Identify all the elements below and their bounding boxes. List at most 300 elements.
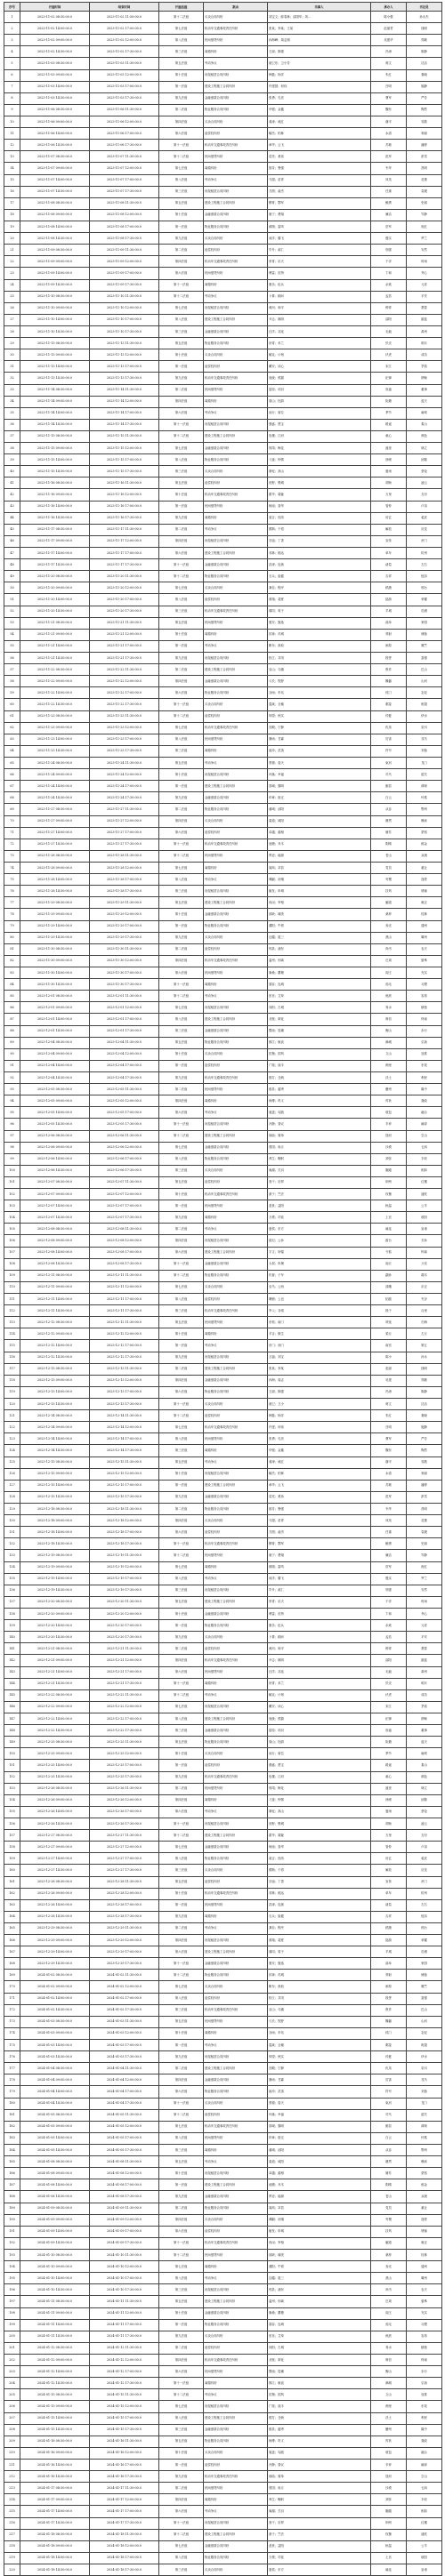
cell-start-time: 2023-11-03 08:30:00.0 <box>20 58 90 69</box>
cell-no: 53 <box>4 617 20 629</box>
cell-judge: 邵阳 <box>371 314 407 325</box>
cell-parties: 太叔；申屠 <box>268 1258 371 1270</box>
cell-end-time: 2024-01-15 11:30:00.0 <box>90 2389 159 2401</box>
cell-no: 41 <box>4 477 20 489</box>
table-row <box>4 1899 442 1911</box>
col-header-cause: 案由 <box>204 3 268 12</box>
cell-parties: 翁同；荀子 <box>268 606 371 617</box>
cell-case-cause: 机动车交通事故责任纠纷 <box>204 2237 268 2249</box>
cell-no: 197 <box>4 2296 20 2307</box>
table-row <box>4 2412 442 2424</box>
cell-case-cause: 物业服务合同纠纷 <box>204 338 268 349</box>
cell-courtroom: 第三法庭 <box>159 606 204 617</box>
cell-case-cause: 金融借款合同纠纷 <box>204 1025 268 1037</box>
cell-start-time: 2023-11-08 14:00:00.0 <box>20 221 90 232</box>
table-row <box>4 1585 442 1596</box>
cell-end-time: 2023-11-28 11:30:00.0 <box>90 850 159 862</box>
cell-no: 165 <box>4 1922 20 1934</box>
cell-judge: 焦作 <box>371 2004 407 2016</box>
cell-end-time: 2023-11-27 17:30:00.0 <box>90 839 159 850</box>
cell-end-time: 2024-01-17 17:30:00.0 <box>90 2517 159 2529</box>
cell-clerk: 乜斜 <box>407 2483 442 2494</box>
cell-no: 131 <box>4 1527 20 1538</box>
cell-end-time: 2023-11-22 17:00:00.0 <box>90 687 159 699</box>
cell-end-time: 2023-11-22 11:30:00.0 <box>90 664 159 676</box>
cell-no: 42 <box>4 489 20 501</box>
cell-start-time: 2023-11-22 14:30:00.0 <box>20 699 90 710</box>
cell-judge: 解放 <box>371 524 407 535</box>
cell-parties: 缪斯；干将 <box>268 524 371 535</box>
cell-no: 105 <box>4 1224 20 1235</box>
table-row <box>4 2284 442 2296</box>
cell-clerk: 伊水 <box>407 2051 442 2063</box>
cell-parties: 闻鸡；莘县 <box>268 2203 371 2214</box>
cell-end-time: 2023-12-27 17:00:00.0 <box>90 1853 159 1865</box>
cell-judge: 仇英 <box>371 2063 407 2074</box>
cell-start-time: 2023-11-10 08:30:00.0 <box>20 291 90 302</box>
cell-clerk: 逯钦 <box>407 2529 442 2540</box>
cell-judge: 辛弃 <box>371 1119 407 1130</box>
cell-courtroom: 第十法庭 <box>159 1048 204 1060</box>
cell-start-time: 2024-01-08 14:00:00.0 <box>20 2179 90 2191</box>
cell-start-time: 2023-11-21 08:30:00.0 <box>20 617 90 629</box>
cell-judge: 沙漠 <box>371 2483 407 2494</box>
cell-case-cause: 劳动争议 <box>204 2506 268 2517</box>
cell-no: 84 <box>4 979 20 991</box>
cell-no: 218 <box>4 2540 20 2552</box>
cell-no: 89 <box>4 1037 20 1048</box>
cell-no: 75 <box>4 874 20 886</box>
cell-end-time: 2024-01-08 12:00:00.0 <box>90 2168 159 2179</box>
cell-case-cause: 金融借款合同纠纷 <box>204 1958 268 1970</box>
cell-case-cause: 追偿权纠纷 <box>204 128 268 140</box>
cell-case-cause: 劳动争议 <box>204 1340 268 1352</box>
cell-no: 141 <box>4 1643 20 1655</box>
table-row <box>4 2389 442 2401</box>
cell-start-time: 2023-11-17 09:00:00.0 <box>20 535 90 547</box>
cell-end-time: 2023-11-16 17:30:00.0 <box>90 512 159 524</box>
cell-end-time: 2023-12-13 12:00:00.0 <box>90 1375 159 1386</box>
cell-judge: 徐缓 <box>371 454 407 466</box>
cell-end-time: 2023-12-27 17:30:00.0 <box>90 1865 159 1876</box>
cell-no: 209 <box>4 2436 20 2447</box>
cell-parties: 都江；耿直 <box>268 1037 371 1048</box>
cell-start-time: 2023-11-07 09:00:00.0 <box>20 163 90 174</box>
cell-end-time: 2023-12-15 11:30:00.0 <box>90 1457 159 1468</box>
cell-no: 43 <box>4 501 20 512</box>
cell-parties: 郜城；黎明 <box>268 781 371 792</box>
cell-end-time: 2023-11-30 12:00:00.0 <box>90 955 159 967</box>
cell-case-cause: 建设工程施工合同纠纷 <box>204 2412 268 2424</box>
cell-end-time: 2023-12-13 11:30:00.0 <box>90 1363 159 1375</box>
cell-case-cause: 金融借款合同纠纷 <box>204 559 268 571</box>
cell-start-time: 2024-01-03 14:30:00.0 <box>20 2051 90 2063</box>
cell-clerk: 丰收 <box>407 2494 442 2506</box>
cell-courtroom: 第二法庭 <box>159 664 204 676</box>
cell-judge: 呼延 <box>371 1317 407 1328</box>
table-row <box>4 2214 442 2226</box>
cell-case-cause: 买卖合同纠纷 <box>204 233 268 245</box>
cell-parties: 冉闵；宰相 <box>268 897 371 909</box>
cell-no: 184 <box>4 2145 20 2156</box>
cell-clerk: 禹州 <box>407 1666 442 1678</box>
cell-start-time: 2024-01-11 14:30:00.0 <box>20 2331 90 2342</box>
cell-no: 44 <box>4 512 20 524</box>
cell-courtroom: 第十二法庭 <box>159 430 204 442</box>
cell-start-time: 2023-12-29 09:00:00.0 <box>20 1935 90 1946</box>
cell-judge: 单车 <box>371 548 407 559</box>
cell-courtroom: 第二法庭 <box>159 1224 204 1235</box>
cell-case-cause: 金融借款合同纠纷 <box>204 2540 268 2552</box>
cell-courtroom: 第十二法庭 <box>159 991 204 1002</box>
cell-courtroom: 第十二法庭 <box>159 1270 204 1281</box>
cell-no: 15 <box>4 174 20 186</box>
cell-end-time: 2023-12-25 11:30:00.0 <box>90 1737 159 1748</box>
table-row <box>4 571 442 582</box>
cell-courtroom: 第二法庭 <box>159 104 204 116</box>
cell-parties: 汤洋；滕飞 <box>268 233 371 245</box>
cell-case-cause: 机动车交通事故责任纠纷 <box>204 2354 268 2365</box>
cell-start-time: 2023-12-07 09:00:00.0 <box>20 1189 90 1200</box>
cell-clerk: 颜色 <box>407 1771 442 1783</box>
cell-clerk: 乜斜 <box>407 1142 442 1153</box>
cell-start-time: 2024-01-15 14:30:00.0 <box>20 2424 90 2436</box>
cell-start-time: 2024-01-18 09:00:00.0 <box>20 2540 90 2552</box>
cell-no: 3 <box>4 35 20 46</box>
cell-parties: 宦官；艾草 <box>268 991 371 1002</box>
cell-no: 130 <box>4 1515 20 1527</box>
cell-judge: 韦华 <box>371 163 407 174</box>
cell-end-time: 2024-01-09 17:30:00.0 <box>90 2237 159 2249</box>
cell-parties: 暨南；居庸 <box>268 1025 371 1037</box>
cell-courtroom: 第四法庭 <box>159 676 204 687</box>
table-row <box>4 1573 442 1585</box>
cell-parties: 谭嗣；贡嘎 <box>268 874 371 886</box>
cell-no: 212 <box>4 2471 20 2483</box>
cell-judge: 吴建华 <box>371 35 407 46</box>
cell-courtroom: 第七法庭 <box>159 1281 204 1293</box>
table-row <box>4 2156 442 2168</box>
cell-no: 45 <box>4 524 20 535</box>
cell-start-time: 2023-12-06 14:00:00.0 <box>20 1153 90 1165</box>
cell-no: 194 <box>4 2261 20 2273</box>
cell-no: 151 <box>4 1760 20 1771</box>
cell-courtroom: 第一法庭 <box>159 920 204 932</box>
cell-clerk: 钮扣 <box>407 1911 442 1922</box>
cell-clerk: 充实 <box>407 2307 442 2319</box>
cell-case-cause: 建设工程施工合同纠纷 <box>204 2063 268 2074</box>
table-row <box>4 2179 442 2191</box>
cell-courtroom: 第三法庭 <box>159 2145 204 2156</box>
cell-judge: 尚书 <box>371 2284 407 2296</box>
cell-case-cause: 离婚纠纷 <box>204 46 268 58</box>
cell-start-time: 2023-12-15 08:30:00.0 <box>20 1457 90 1468</box>
cell-end-time: 2023-12-26 17:00:00.0 <box>90 1806 159 1818</box>
cell-start-time: 2024-01-15 14:00:00.0 <box>20 2412 90 2424</box>
cell-clerk: 储备 <box>407 629 442 640</box>
cell-parties: 柳青；酆军 <box>268 197 371 209</box>
cell-case-cause: 机动车交通事故责任纠纷 <box>204 2121 268 2132</box>
cell-no: 205 <box>4 2389 20 2401</box>
cell-start-time: 2023-12-05 14:00:00.0 <box>20 1107 90 1119</box>
cell-start-time: 2023-12-14 09:00:00.0 <box>20 1422 90 1433</box>
cell-end-time: 2023-12-05 12:00:00.0 <box>90 1095 159 1107</box>
cell-start-time: 2023-11-09 09:00:00.0 <box>20 256 90 268</box>
cell-courtroom: 第九法庭 <box>159 1071 204 1083</box>
cell-case-cause: 物业服务合同纠纷 <box>204 920 268 932</box>
cell-end-time: 2024-01-05 11:30:00.0 <box>90 2109 159 2121</box>
cell-end-time: 2024-01-04 17:30:00.0 <box>90 2098 159 2109</box>
cell-start-time: 2024-01-10 14:00:00.0 <box>20 2273 90 2284</box>
cell-courtroom: 第六法庭 <box>159 268 204 279</box>
table-row <box>4 1830 442 1842</box>
cell-parties: 霍华；虞姬 <box>268 1830 371 1842</box>
cell-no: 35 <box>4 407 20 419</box>
cell-judge: 衡山 <box>371 1025 407 1037</box>
cell-parties: 常青；乐天 <box>268 1596 371 1608</box>
cell-courtroom: 第七法庭 <box>159 1842 204 1853</box>
cell-parties: 方圆；俞杰 <box>268 1527 371 1538</box>
cell-case-cause: 买卖合同纠纷 <box>204 932 268 943</box>
cell-end-time: 2023-11-20 17:30:00.0 <box>90 606 159 617</box>
cell-end-time: 2023-12-11 17:30:00.0 <box>90 1305 159 1317</box>
table-row <box>4 1480 442 1491</box>
table-row <box>4 1596 442 1608</box>
cell-case-cause: 劳动争议 <box>204 2040 268 2051</box>
cell-judge: 宣传 <box>371 535 407 547</box>
cell-end-time: 2023-12-06 17:00:00.0 <box>90 1153 159 1165</box>
cell-no: 144 <box>4 1678 20 1689</box>
cell-judge: 束河 <box>371 2098 407 2109</box>
cell-case-cause: 买卖合同纠纷 <box>204 699 268 710</box>
cell-start-time: 2023-12-22 14:30:00.0 <box>20 1725 90 1737</box>
cell-case-cause: 物业服务合同纠纷 <box>204 1504 268 1515</box>
cell-case-cause: 物业服务合同纠纷 <box>204 1153 268 1165</box>
cell-end-time: 2024-01-08 11:30:00.0 <box>90 2156 159 2168</box>
cell-case-cause: 民间借贷纠纷 <box>204 850 268 862</box>
cell-start-time: 2023-12-06 09:00:00.0 <box>20 1142 90 1153</box>
cell-clerk: 凌云 <box>407 1818 442 1829</box>
cell-end-time: 2024-01-02 17:30:00.0 <box>90 2004 159 2016</box>
table-row <box>4 1794 442 1806</box>
cell-courtroom: 第十法庭 <box>159 1608 204 1619</box>
cell-clerk: 双流 <box>407 2191 442 2203</box>
cell-courtroom: 第二法庭 <box>159 245 204 256</box>
cell-courtroom: 第五法庭 <box>159 2436 204 2447</box>
cell-start-time: 2023-11-15 09:00:00.0 <box>20 443 90 454</box>
cell-clerk: 蔡伦 <box>407 1806 442 1818</box>
cell-case-cause: 房屋租赁合同纠纷 <box>204 535 268 547</box>
cell-end-time: 2023-11-06 12:00:00.0 <box>90 116 159 127</box>
cell-case-cause: 追偿权纠纷 <box>204 594 268 606</box>
cell-clerk: 农夫 <box>407 2284 442 2296</box>
cell-courtroom: 第二法庭 <box>159 2063 204 2074</box>
table-row <box>4 2109 442 2121</box>
cell-courtroom: 第六法庭 <box>159 1247 204 1258</box>
cell-no: 14 <box>4 163 20 174</box>
cell-courtroom: 第六法庭 <box>159 827 204 839</box>
cell-case-cause: 机动车交通事故责任纠纷 <box>204 1771 268 1783</box>
cell-courtroom: 第五法庭 <box>159 1876 204 1888</box>
cell-courtroom: 第五法庭 <box>159 2296 204 2307</box>
cell-judge: 扶风 <box>371 2226 407 2237</box>
cell-judge: 饶河 <box>371 1130 407 1142</box>
cell-end-time: 2023-11-20 17:00:00.0 <box>90 594 159 606</box>
cell-case-cause: 物业服务合同纠纷 <box>204 1386 268 1398</box>
table-row <box>4 967 442 978</box>
cell-start-time: 2023-12-22 14:00:00.0 <box>20 1713 90 1724</box>
cell-clerk: 聂政 <box>407 2436 442 2447</box>
table-row <box>4 1176 442 1188</box>
cell-end-time: 2023-12-04 17:30:00.0 <box>90 1071 159 1083</box>
cell-case-cause: 民间借贷纠纷 <box>204 2366 268 2378</box>
cell-courtroom: 第一法庭 <box>159 1899 204 1911</box>
cell-start-time: 2023-11-15 14:30:00.0 <box>20 466 90 477</box>
cell-start-time: 2023-11-16 14:00:00.0 <box>20 501 90 512</box>
cell-clerk: 蒙恬 <box>407 827 442 839</box>
cell-parties: 石头；崔健 <box>268 571 371 582</box>
table-row <box>4 1212 442 1224</box>
cell-courtroom: 第四法庭 <box>159 2074 204 2086</box>
cell-parties: 尉迟；公孙 <box>268 1235 371 1247</box>
cell-clerk: 堵塞 <box>407 886 442 897</box>
cell-no: 5 <box>4 58 20 69</box>
cell-end-time: 2023-11-15 12:00:00.0 <box>90 443 159 454</box>
cell-end-time: 2023-11-29 17:00:00.0 <box>90 920 159 932</box>
cell-clerk: 孙永杰 <box>407 12 442 23</box>
cell-case-cause: 追偿权纠纷 <box>204 1060 268 1071</box>
cell-case-cause: 民间借贷纠纷 <box>204 384 268 396</box>
cell-clerk: 平安 <box>407 291 442 302</box>
cell-parties: 印章；宿迁 <box>268 792 371 804</box>
cell-start-time: 2024-01-05 09:00:00.0 <box>20 2121 90 2132</box>
cell-courtroom: 第二法庭 <box>159 804 204 815</box>
cell-start-time: 2023-11-17 14:30:00.0 <box>20 559 90 571</box>
table-row <box>4 1561 442 1573</box>
cell-end-time: 2023-12-01 12:00:00.0 <box>90 1002 159 1014</box>
cell-judge: 苏敏 <box>371 140 407 151</box>
cell-no: 177 <box>4 2063 20 2074</box>
cell-courtroom: 第十法庭 <box>159 1748 204 1760</box>
table-row <box>4 862 442 873</box>
cell-judge: 仲夏 <box>371 710 407 722</box>
cell-start-time: 2023-11-02 08:30:00.0 <box>20 12 90 23</box>
cell-start-time: 2023-12-05 08:30:00.0 <box>20 1084 90 1095</box>
cell-start-time: 2023-11-06 14:00:00.0 <box>20 128 90 140</box>
cell-case-cause: 机动车交通事故责任纠纷 <box>204 489 268 501</box>
cell-clerk: 长孙 <box>407 1235 442 1247</box>
cell-no: 72 <box>4 839 20 850</box>
cell-start-time: 2023-12-26 14:30:00.0 <box>20 1818 90 1829</box>
cell-parties: 莫言；经纬 <box>268 512 371 524</box>
cell-courtroom: 第八法庭 <box>159 1153 204 1165</box>
cell-case-cause: 建设工程施工合同纠纷 <box>204 1247 268 1258</box>
cell-parties: 戴安；谈心 <box>268 1701 371 1713</box>
cell-end-time: 2023-11-23 12:00:00.0 <box>90 722 159 734</box>
table-row <box>4 2307 442 2319</box>
cell-case-cause: 离婚纠纷 <box>204 1678 268 1689</box>
cell-judge: 谢平 <box>371 1457 407 1468</box>
cell-end-time: 2023-11-02 11:50:00.0 <box>90 12 159 23</box>
table-row <box>4 734 442 745</box>
cell-case-cause: 房屋租赁合同纠纷 <box>204 302 268 314</box>
cell-judge: 伏虎 <box>371 349 407 361</box>
cell-courtroom: 第六法庭 <box>159 407 204 419</box>
cell-parties: 薛刚；雷鸣 <box>268 1561 371 1573</box>
cell-case-cause: 买卖合同纠纷 <box>204 1981 268 1993</box>
cell-courtroom: 第十一法庭 <box>159 1818 204 1829</box>
cell-courtroom: 第十二法庭 <box>159 1410 204 1422</box>
cell-courtroom: 第四法庭 <box>159 1375 204 1386</box>
cell-parties: 褚卫；卫小 <box>268 1399 371 1410</box>
table-row <box>4 617 442 629</box>
cell-courtroom: 第一法庭 <box>159 81 204 92</box>
cell-parties: 石头；崔健 <box>268 1911 371 1922</box>
cell-parties: 王丽；陈强 <box>268 1386 371 1398</box>
cell-no: 154 <box>4 1794 20 1806</box>
cell-judge: 万里 <box>371 1830 407 1842</box>
cell-parties: 梁山；杜鹃 <box>268 1737 371 1748</box>
cell-clerk: 袁媛 <box>407 1527 442 1538</box>
table-row <box>4 1806 442 1818</box>
cell-no: 91 <box>4 1060 20 1071</box>
cell-clerk: 郁金 <box>407 2179 442 2191</box>
cell-no: 23 <box>4 268 20 279</box>
table-row <box>4 1911 442 1922</box>
cell-case-cause: 民间借贷纠纷 <box>204 1783 268 1794</box>
cell-courtroom: 第九法庭 <box>159 932 204 943</box>
cell-clerk: 山河 <box>407 676 442 687</box>
cell-end-time: 2023-11-08 17:00:00.0 <box>90 221 159 232</box>
cell-clerk: 百里 <box>407 1305 442 1317</box>
cell-start-time: 2023-12-05 09:00:00.0 <box>20 1095 90 1107</box>
table-row <box>4 1457 442 1468</box>
cell-no: 193 <box>4 2250 20 2261</box>
cell-clerk: 逯钦 <box>407 1189 442 1200</box>
cell-case-cause: 金融借款合同纠纷 <box>204 92 268 104</box>
cell-clerk: 裘皮 <box>407 512 442 524</box>
cell-end-time: 2023-12-20 17:30:00.0 <box>90 1632 159 1643</box>
cell-judge: 敖包 <box>371 2447 407 2459</box>
table-row <box>4 1328 442 1340</box>
cell-clerk: 卢沟 <box>407 501 442 512</box>
cell-judge: 任重 <box>371 186 407 197</box>
cell-courtroom: 第三法庭 <box>159 2424 204 2436</box>
cell-clerk: 倪红 <box>407 1561 442 1573</box>
cell-clerk: 阚泽 <box>407 2459 442 2470</box>
table-row <box>4 1760 442 1771</box>
cell-judge: 衡山 <box>371 2366 407 2378</box>
cell-case-cause: 离婚纠纷 <box>204 512 268 524</box>
table-row <box>4 1433 442 1445</box>
col-header-end: 结束时间 <box>90 3 159 12</box>
cell-parties: 华强；金鑫 <box>268 1445 371 1457</box>
cell-case-cause: 民间借贷纠纷 <box>204 617 268 629</box>
table-row <box>4 1515 442 1527</box>
cell-clerk: 习惯 <box>407 979 442 991</box>
cell-case-cause: 机动车交通事故责任纠纷 <box>204 140 268 151</box>
cell-start-time: 2023-12-20 14:00:00.0 <box>20 1620 90 1632</box>
cell-case-cause: 机动车交通事故责任纠纷 <box>204 1888 268 1899</box>
cell-case-cause: 买卖合同纠纷 <box>204 582 268 594</box>
cell-parties: 惠安；甄选 <box>268 617 371 629</box>
table-row <box>4 489 442 501</box>
cell-courtroom: 第三法庭 <box>159 466 204 477</box>
table-row <box>4 186 442 197</box>
cell-no: 65 <box>4 758 20 769</box>
cell-start-time: 2023-11-16 08:30:00.0 <box>20 477 90 489</box>
cell-start-time: 2024-01-15 09:00:00.0 <box>20 2401 90 2412</box>
